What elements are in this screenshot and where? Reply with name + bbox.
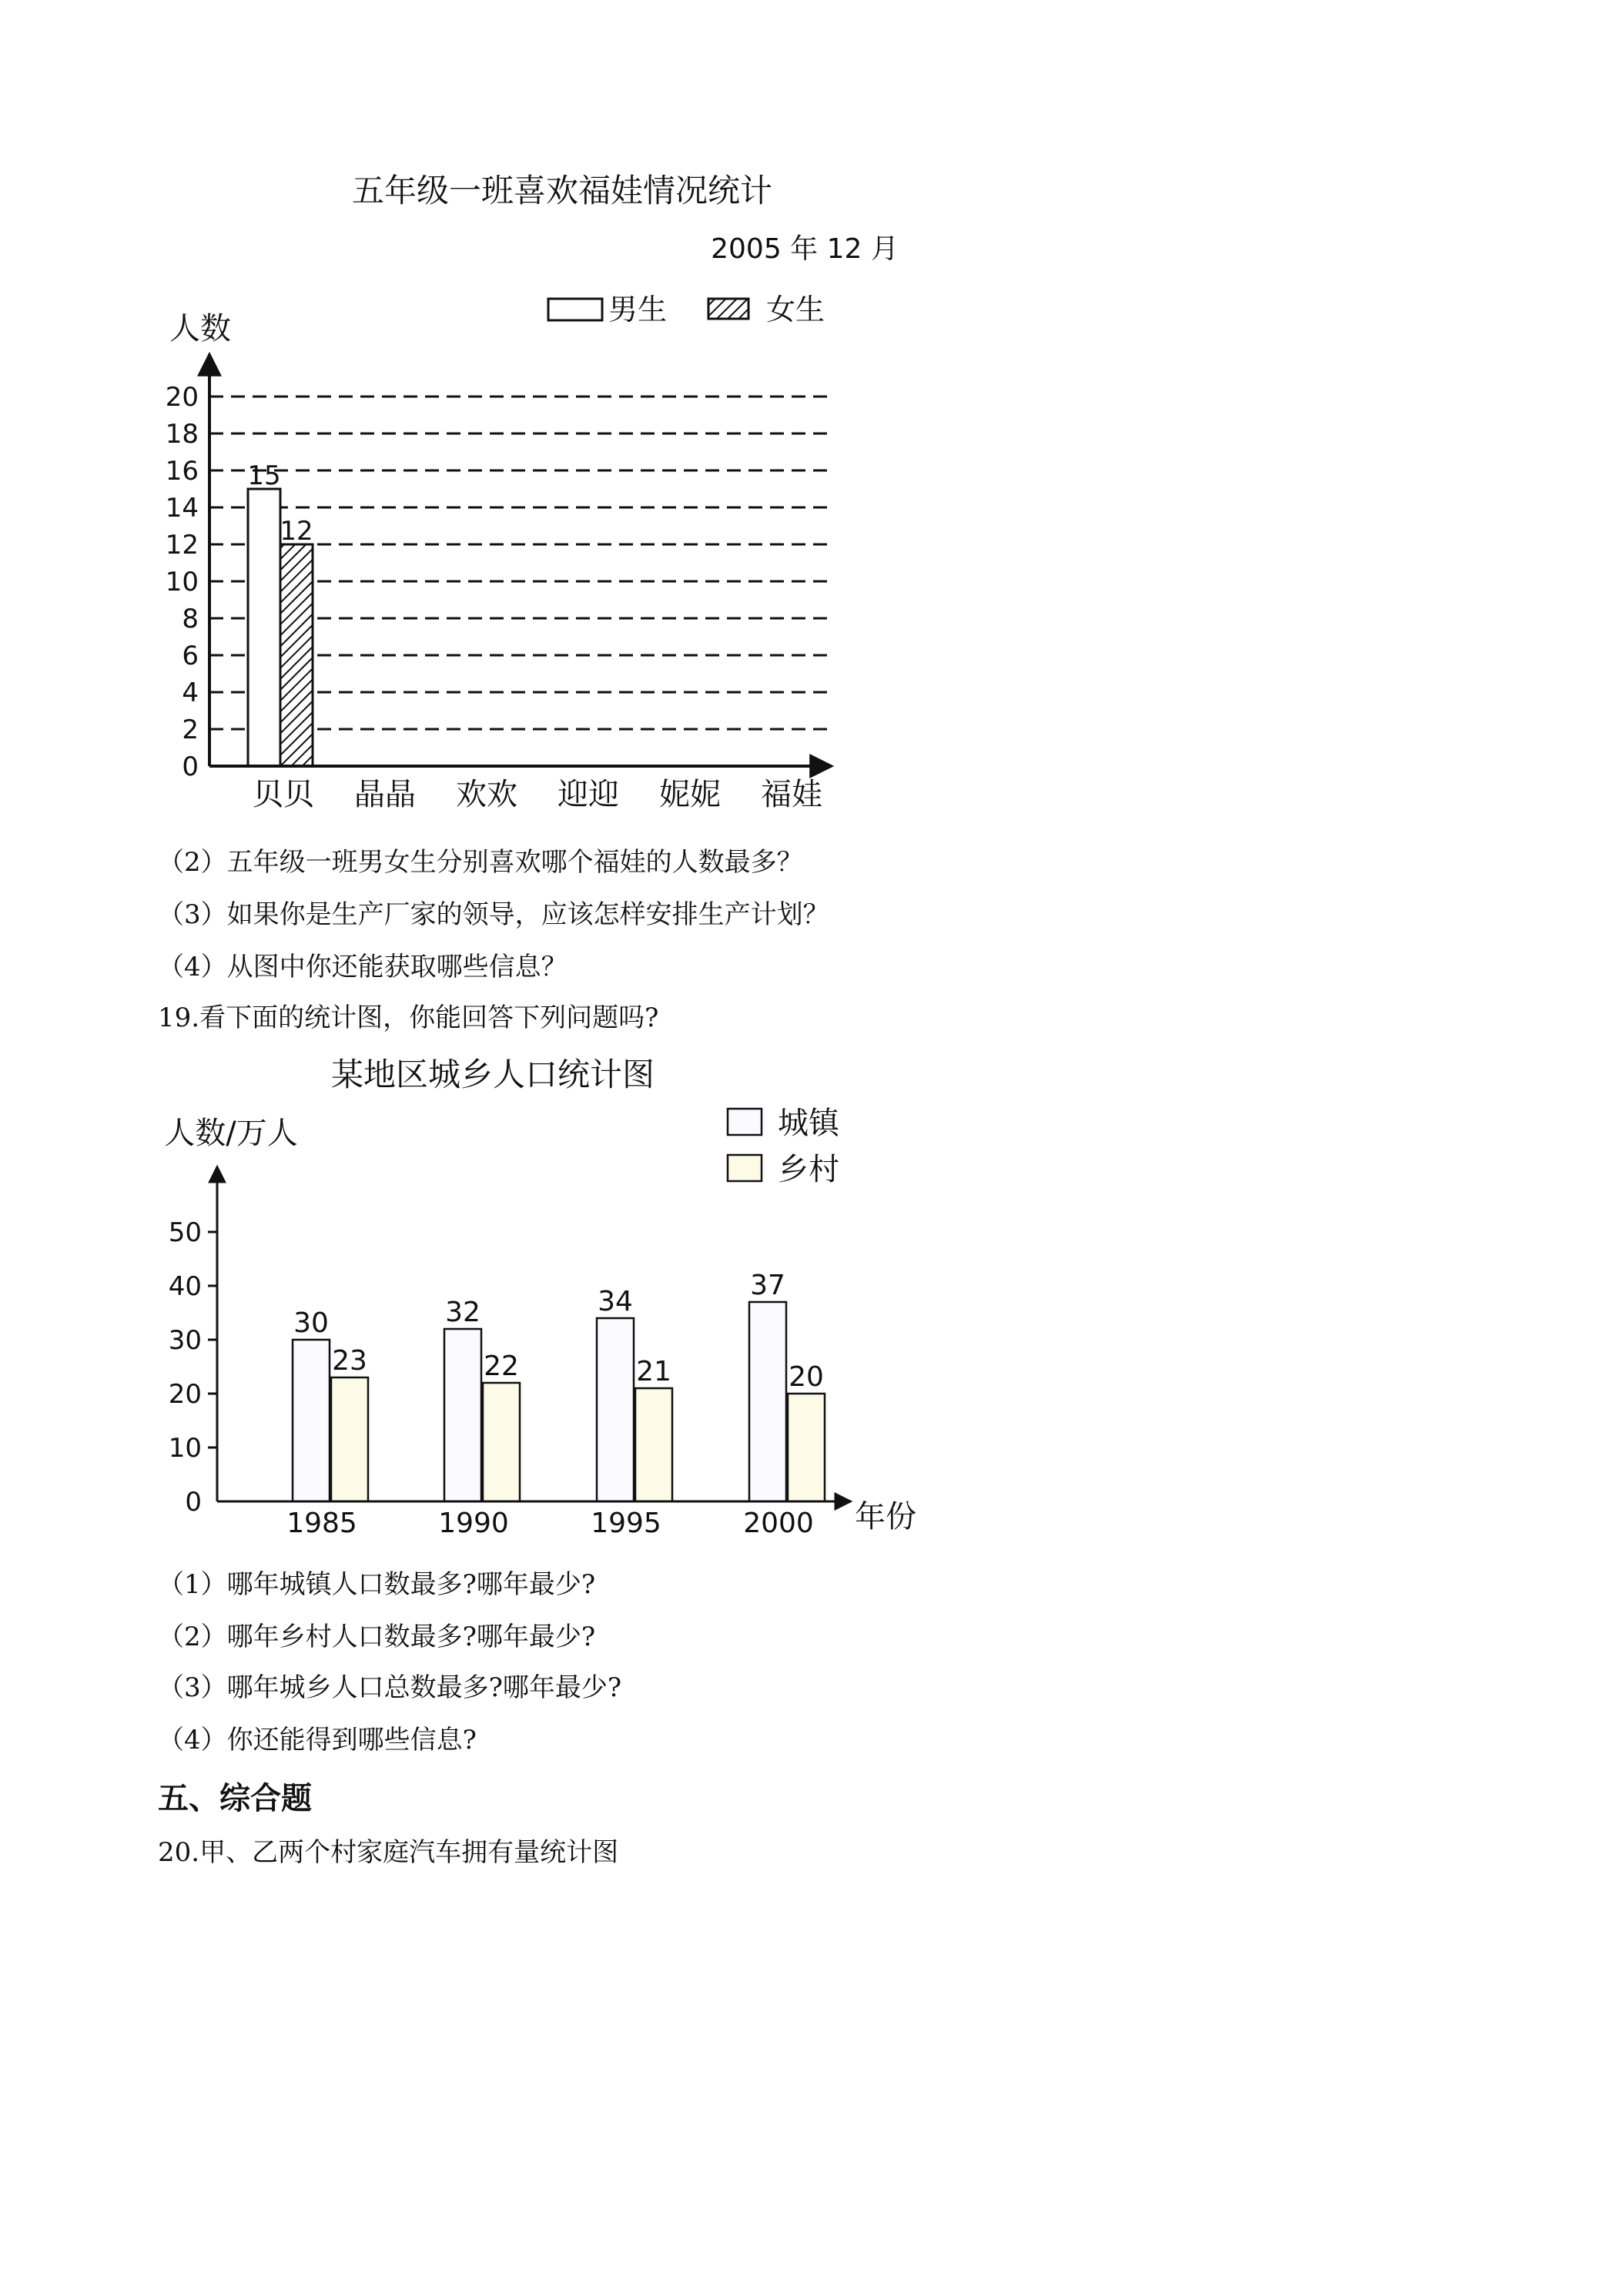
chart1-ytick-label: 4: [182, 678, 199, 708]
chart2-legend-rural-swatch: [728, 1155, 762, 1181]
chart1-ytick-label: 12: [165, 530, 199, 561]
chart1-legend-boys-label: 男生: [608, 293, 668, 326]
chart1-bar-girls: [280, 544, 313, 766]
chart2-legend-rural-label: 乡村: [778, 1152, 839, 1187]
chart1-legend-girls-label: 女生: [766, 293, 825, 326]
chart2-bar-urban: [293, 1340, 330, 1501]
chart1-ytick-label: 6: [182, 641, 199, 671]
chart2-bar-rural: [788, 1394, 825, 1501]
chart2-bar-value-label: 30: [293, 1307, 329, 1339]
section-heading: 五、综合题: [158, 1781, 312, 1816]
chart2-ytick-label: 10: [168, 1433, 202, 1464]
chart1-date: 2005 年 12 月: [711, 233, 899, 265]
chart1-legend-boys-swatch: [548, 299, 602, 320]
chart2-bar-urban: [597, 1318, 634, 1501]
chart2-xcat-label: 1995: [591, 1508, 661, 1539]
chart1-y-ticks: [166, 382, 199, 782]
chart2-x-categories: [286, 1508, 814, 1539]
chart2-legend-urban-label: 城镇: [778, 1106, 839, 1141]
chart2-bar-rural: [635, 1388, 672, 1501]
chart2-bar-value-label: 23: [332, 1345, 367, 1377]
chart2-ylabel: 人数/万人: [164, 1116, 298, 1151]
chart1-xcat-label: 贝贝: [253, 777, 314, 812]
chart1-ytick-label: 10: [165, 567, 199, 597]
chart2-ytick-label: 40: [168, 1271, 202, 1302]
chart2-bar-value-label: 34: [598, 1286, 633, 1317]
chart1-xcat-label: 迎迎: [558, 777, 619, 812]
chart2-xcat-label: 1990: [438, 1508, 509, 1539]
chart1-bar-value-label: 15: [247, 460, 281, 491]
chart2-xcat-label: 1985: [286, 1508, 357, 1539]
chart1-bar-value-label: 12: [280, 516, 313, 547]
chart1-legend-girls-swatch: [708, 299, 748, 319]
chart1-x-categories: [253, 777, 822, 812]
chart2-xcat-label: 2000: [743, 1508, 814, 1539]
q19-prompt: 19.看下面的统计图，你能回答下列问题吗?: [158, 1002, 659, 1033]
chart2-ytick-label: 30: [168, 1325, 202, 1356]
chart2-y-ticks: [169, 1217, 217, 1518]
chart2-ytick-label: 0: [185, 1487, 202, 1518]
q19-part1: （1）哪年城镇人口数最多?哪年最少?: [158, 1569, 596, 1600]
q19-part4: （4）你还能得到哪些信息?: [158, 1725, 477, 1755]
chart-fuwa-preference: [0, 0, 924, 832]
chart2-bar-value-label: 21: [636, 1356, 671, 1387]
chart1-ytick-label: 14: [165, 493, 199, 524]
chart1-title: 五年级一班喜欢福娃情况统计: [351, 172, 773, 209]
chart1-xcat-label: 福娃: [761, 777, 822, 812]
q18-part4: （4）从图中你还能获取哪些信息？: [158, 952, 568, 982]
chart1-ytick-label: 20: [165, 382, 199, 413]
q18-part2: （2）五年级一班男女生分别喜欢哪个福娃的人数最多？: [158, 847, 803, 878]
chart2-bar-value-label: 32: [445, 1297, 481, 1328]
chart1-xcat-label: 妮妮: [659, 777, 721, 812]
chart2-bar-rural: [331, 1377, 368, 1501]
chart1-ytick-label: 2: [182, 715, 199, 745]
q19-part3: （3）哪年城乡人口总数最多?哪年最少?: [158, 1672, 622, 1703]
chart2-bar-value-label: 20: [789, 1361, 824, 1393]
chart1-ytick-label: 8: [182, 604, 199, 634]
chart2-bar-value-label: 37: [750, 1270, 785, 1301]
q18-part3: （3）如果你是生产厂家的领导，应该怎样安排生产计划？: [158, 899, 829, 930]
chart1-ytick-label: 0: [182, 751, 199, 782]
chart2-ytick-label: 20: [168, 1379, 202, 1410]
chart1-ytick-label: 18: [165, 419, 199, 450]
chart1-xcat-label: 晶晶: [354, 777, 416, 812]
chart1-ytick-label: 16: [165, 456, 199, 487]
chart2-title: 某地区城乡人口统计图: [330, 1056, 655, 1093]
q19-part2: （2）哪年乡村人口数最多?哪年最少?: [158, 1622, 596, 1652]
chart-population: [0, 1039, 963, 1563]
q20-prompt: 20.甲、乙两个村家庭汽车拥有量统计图: [158, 1837, 619, 1868]
chart2-bars: [293, 1270, 825, 1501]
chart2-bar-value-label: 22: [484, 1350, 519, 1382]
chart1-ylabel: 人数: [169, 311, 231, 346]
chart2-bar-urban: [749, 1302, 786, 1501]
chart2-xlabel: 年份: [855, 1499, 916, 1535]
chart1-xcat-label: 欢欢: [456, 777, 517, 812]
chart2-legend-urban-swatch: [728, 1109, 762, 1135]
chart2-ytick-label: 50: [168, 1217, 202, 1248]
chart2-bar-rural: [483, 1383, 520, 1501]
chart2-bar-urban: [444, 1329, 481, 1501]
chart1-bar-boys: [248, 489, 280, 766]
